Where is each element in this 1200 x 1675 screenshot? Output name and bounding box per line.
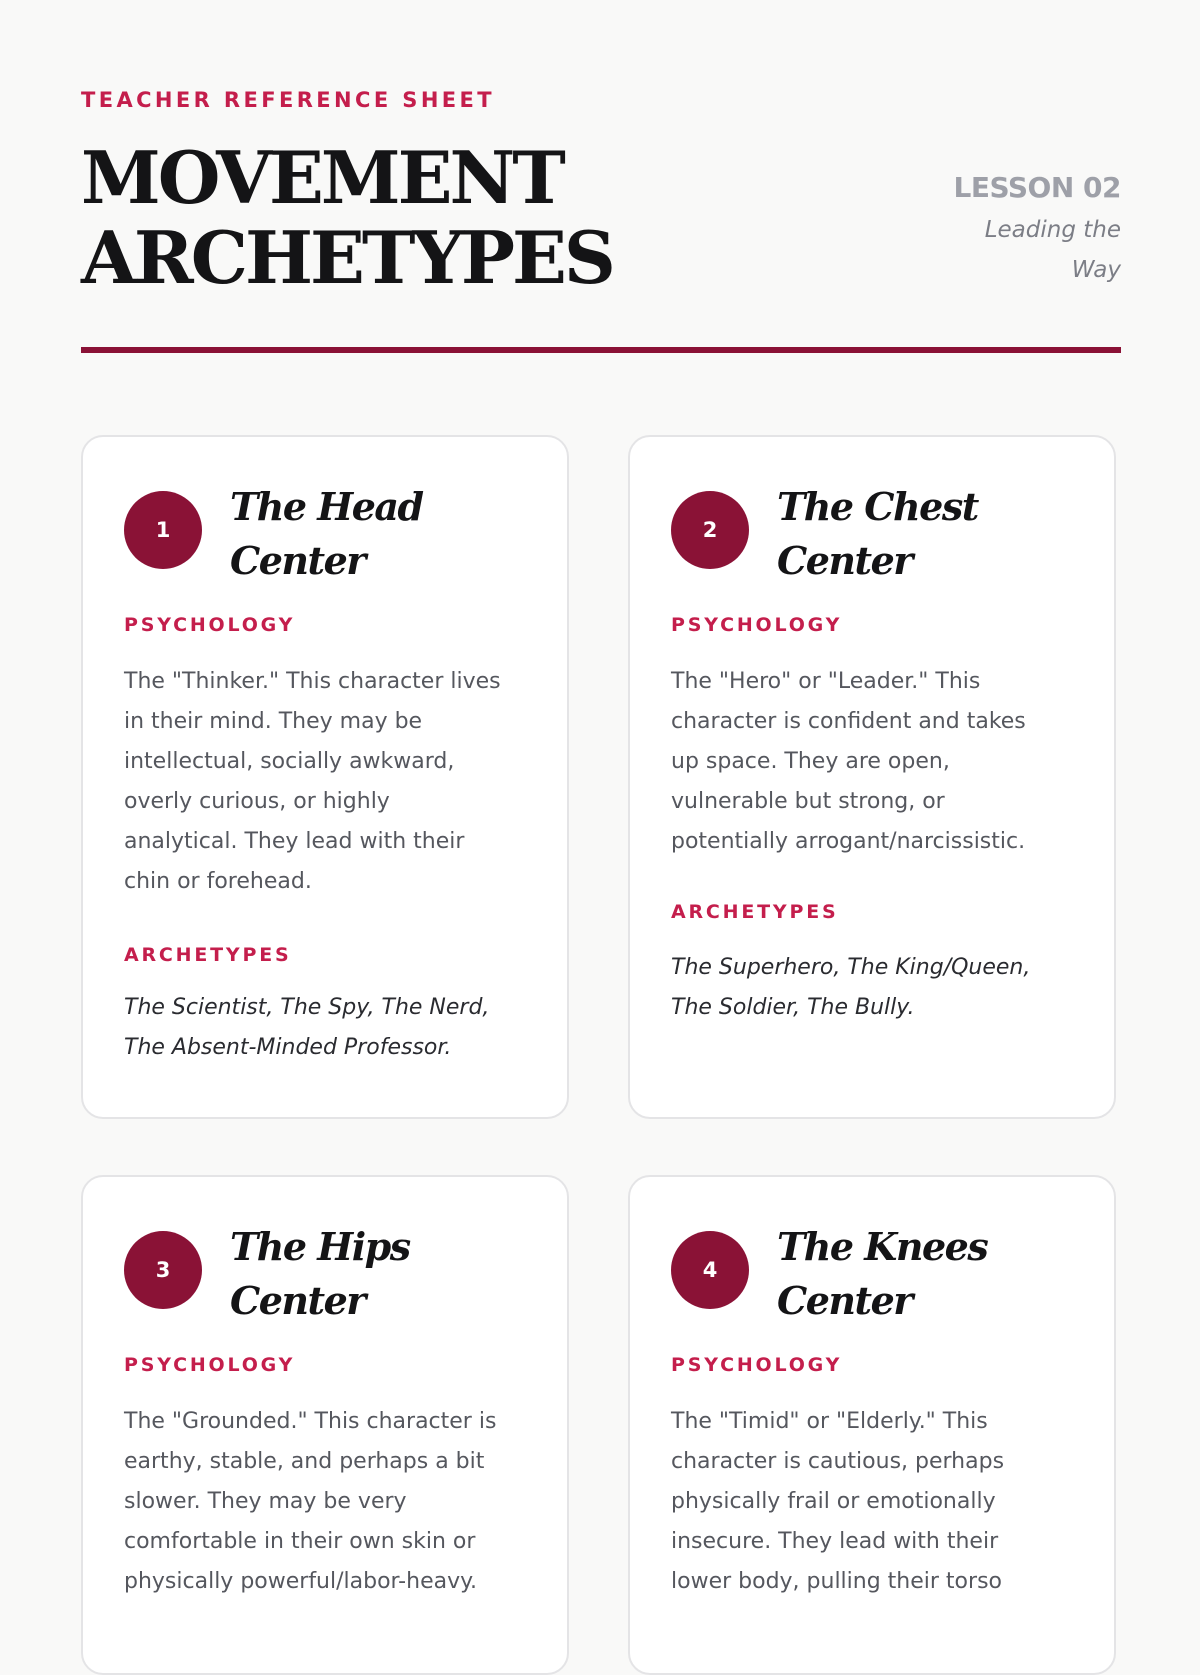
lesson-subtitle: [971, 210, 1121, 290]
lesson-subtitle-line: Way: [1071, 257, 1121, 283]
archetype-card-knees: [628, 1175, 1116, 1675]
card-title-line: The Head: [230, 484, 423, 529]
card-number-badge: 2: [671, 491, 749, 569]
archetypes-label: ARCHETYPES: [671, 901, 839, 923]
text-line: up space. They are open,: [671, 749, 950, 774]
archetypes-text: [124, 988, 544, 1068]
text-line: slower. They may be very: [124, 1489, 407, 1514]
text-line: The Scientist, The Spy, The Nerd,: [124, 995, 490, 1020]
archetype-card-head: [81, 435, 569, 1119]
header-divider: [81, 347, 1121, 353]
archetype-card-hips: [81, 1175, 569, 1675]
lesson-info: [921, 170, 1121, 290]
card-title: [777, 1220, 987, 1328]
text-line: The Superhero, The King/Queen,: [671, 955, 1031, 980]
psychology-label: PSYCHOLOGY: [124, 614, 296, 636]
card-number-badge: 4: [671, 1231, 749, 1309]
psychology-label: PSYCHOLOGY: [124, 1354, 296, 1376]
text-line: in their mind. They may be: [124, 709, 423, 734]
archetypes-label: ARCHETYPES: [124, 944, 292, 966]
card-title-line: The Hips: [230, 1224, 410, 1269]
lesson-subtitle-line: Leading the: [984, 217, 1121, 243]
text-line: vulnerable but strong, or: [671, 789, 945, 814]
text-line: lower body, pulling their torso: [671, 1569, 1002, 1594]
card-title-line: Center: [230, 538, 365, 583]
text-line: The Soldier, The Bully.: [671, 995, 915, 1020]
card-title: [230, 480, 423, 588]
text-line: overly curious, or highly: [124, 789, 390, 814]
text-line: The "Hero" or "Leader." This: [671, 669, 981, 694]
page-title-line: MOVEMENT: [81, 135, 563, 220]
archetype-card-chest: [628, 435, 1116, 1119]
text-line: chin or forehead.: [124, 869, 312, 894]
psychology-text: [124, 662, 544, 902]
psychology-label: PSYCHOLOGY: [671, 1354, 843, 1376]
text-line: comfortable in their own skin or: [124, 1529, 476, 1554]
text-line: intellectual, socially awkward,: [124, 749, 455, 774]
psychology-label: PSYCHOLOGY: [671, 614, 843, 636]
card-title-line: The Knees: [777, 1224, 988, 1269]
text-line: earthy, stable, and perhaps a bit: [124, 1449, 485, 1474]
card-title: [230, 1220, 410, 1328]
card-title-line: Center: [777, 1278, 912, 1323]
text-line: potentially arrogant/narcissistic.: [671, 829, 1026, 854]
page-title: [81, 135, 613, 300]
text-line: insecure. They lead with their: [671, 1529, 999, 1554]
card-number-badge: 3: [124, 1231, 202, 1309]
archetypes-text: [671, 948, 1091, 1028]
card-title-line: The Chest: [777, 484, 978, 529]
lesson-number: LESSON 02: [953, 171, 1121, 204]
text-line: The "Thinker." This character lives: [124, 669, 501, 694]
eyebrow-label: TEACHER REFERENCE SHEET: [81, 88, 496, 112]
text-line: The "Grounded." This character is: [124, 1409, 497, 1434]
text-line: The Absent-Minded Professor.: [124, 1035, 452, 1060]
text-line: The "Timid" or "Elderly." This: [671, 1409, 988, 1434]
psychology-text: [671, 1402, 1091, 1602]
psychology-text: [671, 662, 1091, 862]
psychology-text: [124, 1402, 544, 1602]
card-number-badge: 1: [124, 491, 202, 569]
card-title: [777, 480, 978, 588]
card-title-line: Center: [777, 538, 912, 583]
text-line: physically frail or emotionally: [671, 1489, 996, 1514]
page-title-line: ARCHETYPES: [81, 215, 613, 300]
text-line: physically powerful/labor-heavy.: [124, 1569, 477, 1594]
text-line: analytical. They lead with their: [124, 829, 465, 854]
card-title-line: Center: [230, 1278, 365, 1323]
text-line: character is confident and takes: [671, 709, 1026, 734]
text-line: character is cautious, perhaps: [671, 1449, 1005, 1474]
